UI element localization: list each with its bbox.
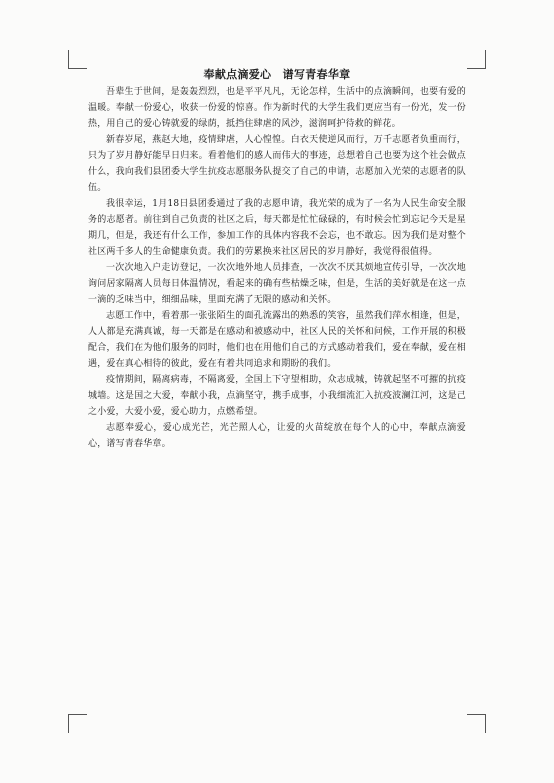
- paragraph-5: 志愿工作中，看着那一张张陌生的面孔流露出的熟悉的笑容，虽然我们萍水相逢，但是，人人都是充满真诚，每一天都是在感动和被感动中，社区人民的关怀和问候，工作开展的积极配合，我们在为他们服务的同时，他们也在用他们自己的方式感动着我们，爱在奉献，爱在相遇，爱在真心相待的彼此，爱在有着共同追求和期盼的我们。: [88, 311, 466, 369]
- document-title: 奉献点滴爱心 谱写青春华章: [203, 68, 351, 81]
- crop-mark-top-right: [467, 50, 486, 69]
- document-body: [88, 84, 466, 452]
- paragraph-1: 吾辈生于世间，是轰轰烈烈，也是平平凡凡，无论怎样，生活中的点滴瞬间，也要有爱的温暖。奉献一份爱心，收获一份爱的惊喜。作为新时代的大学生我们更应当有一份光，发一份热，用自己的爱心铸就爱的绿荫，抵挡住肆虐的风沙，滋润呵护待救的鲜花。: [88, 87, 466, 129]
- paragraph-3: 我很幸运，1月18日县团委通过了我的志愿申请，我光荣的成为了一名为人民生命安全服务的志愿者。前往到自己负责的社区之后，每天都是忙忙碌碌的，有时候会忙到忘记今天是星期几，但是，我还有什么工作，参加工作的具体内容我不会忘，也不敢忘。因为我们是对整个社区两千多人的生命健康负责。我们的劳累换来社区居民的岁月静好，我觉得很值得。: [88, 199, 466, 257]
- crop-mark-top-left: [68, 50, 87, 69]
- paragraph-7: 志愿奉爱心，爱心成光芒，光芒照人心，让爱的火苗绽放在每个人的心中，奉献点滴爱心，谱写青春华章。: [88, 423, 466, 449]
- paragraph-6: 疫情期间，隔离病毒，不隔离爱，全国上下守望相助，众志成城，铸就起坚不可摧的抗疫城墙。这是国之大爱，奉献小我，点滴坚守，携手成事，小我细流汇入抗疫波澜江河，这是己之小爱，大爱小爱，爱心助力，点燃希望。: [88, 375, 466, 417]
- crop-mark-bottom-right: [467, 714, 486, 733]
- paragraph-2: 新春岁尾，燕赵大地，疫情肆虐，人心惶惶。白衣天使逆风而行，万千志愿者负重而行，只为了岁月静好能早日归来。看着他们的感人而伟大的事迹，总想着自己也要为这个社会做点什么，我向我们县团委大学生抗疫志愿服务队提交了自己的申请，志愿加入光荣的志愿者的队伍。: [88, 135, 466, 193]
- paragraph-4: 一次次地入户走访登记，一次次地外地人员排查，一次次不厌其烦地宣传引导，一次次地询问居家隔离人员每日体温情况，看起来的确有些枯燥乏味，但是，生活的美好就是在这一点一滴的乏味当中，细细品味，里面充满了无限的感动和关怀。: [88, 263, 466, 305]
- crop-mark-bottom-left: [68, 714, 87, 733]
